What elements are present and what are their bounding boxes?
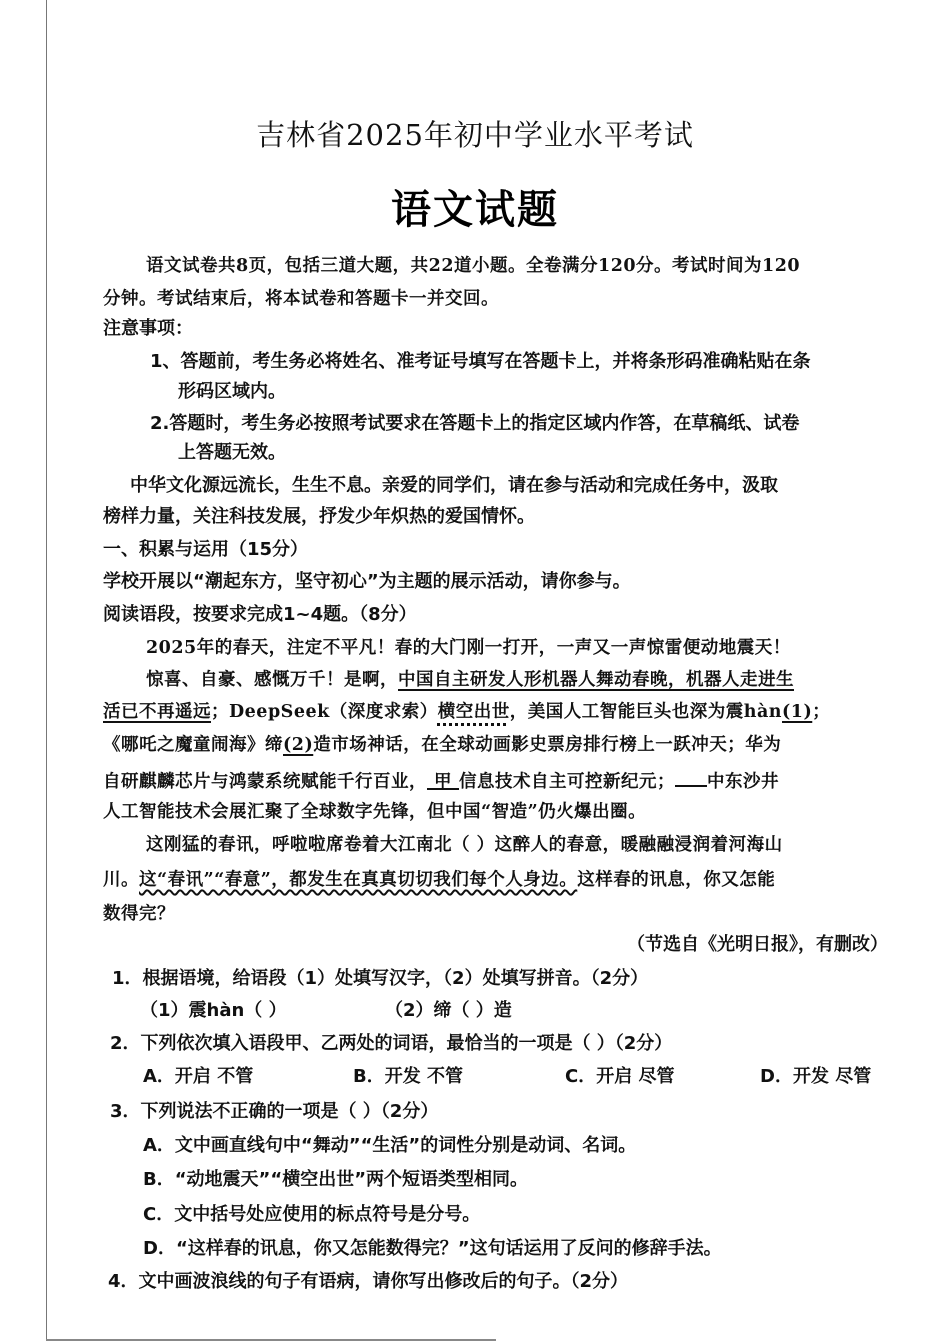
blank-yi xyxy=(675,767,707,787)
question-3-option-b: B．“动地震天”“横空出世”两个短语类型相同。 xyxy=(143,1169,529,1190)
notice-item-text: 答题前，考生务必将姓名、准考证号填写在答题卡上，并将条形码准确粘贴在条 xyxy=(180,351,811,372)
notice-item-number: 2. xyxy=(150,413,170,434)
passage-line-4 xyxy=(103,733,781,757)
question-3-stem: 3．下列说法不正确的一项是（ ）（2分） xyxy=(110,1101,439,1122)
section-intro-2: 阅读语段，按要求完成1~4题。（8分） xyxy=(103,604,417,625)
notice-item-number: 1、 xyxy=(150,351,181,372)
preface-line-1: 中华文化源远流长，生生不息。亲爱的同学们，请在参与活动和完成任务中，汲取 xyxy=(130,475,778,496)
dotted-phrase: 横空出世 xyxy=(437,702,510,722)
passage-line-7: 这刚猛的春讯，呼啦啦席卷着大江南北（ ）这醉人的春意，暖融融浸润着河海山 xyxy=(146,835,783,855)
passage-text: 川。 xyxy=(103,870,139,890)
passage-text: ； xyxy=(812,702,831,722)
passage-text: 《哪吒之魔童闹海》缔 xyxy=(103,735,283,755)
preface-line-2: 榜样力量，关注科技发展，抒发少年炽热的爱国情怀。 xyxy=(103,506,535,527)
passage-line-5 xyxy=(103,767,779,794)
straight-underlined-sentence-cont: 活已不再遥远 xyxy=(103,702,211,722)
passage-line-1: 2025年的春天，注定不平凡！春的大门刚一打开，一声又一声惊雷便动地震天！ xyxy=(146,638,791,658)
passage-text: ，美国人工智能巨头也深为震hàn xyxy=(509,702,783,722)
section-heading: 一、积累与运用（15分） xyxy=(103,539,309,560)
question-1-part-2: （2）缔（ ）造 xyxy=(385,1000,512,1021)
notice-item-1 xyxy=(150,350,811,374)
exam-title: 吉林省2025年初中学业水平考试 xyxy=(256,118,694,152)
question-2-option-d: D．开发 尽管 xyxy=(760,1066,872,1087)
notice-item-2-cont: 上答题无效。 xyxy=(178,442,286,463)
passage-text: 信息技术自主可控新纪元； xyxy=(459,772,675,792)
subject-title: 语文试题 xyxy=(391,186,559,233)
question-3-option-a: A．文中画直线句中“舞动”“生活”的词性分别是动词、名词。 xyxy=(143,1135,637,1156)
intro-line-1: 语文试卷共8页，包括三道大题，共22道小题。全卷满分120分。考试时间为120 xyxy=(146,256,801,276)
question-2-option-a: A．开启 不管 xyxy=(143,1066,254,1087)
question-3-option-c: C．文中括号处应使用的标点符号是分号。 xyxy=(143,1204,481,1225)
passage-line-8 xyxy=(103,868,775,892)
question-4-stem: 4．文中画波浪线的句子有语病，请你写出修改后的句子。（2分） xyxy=(108,1271,629,1292)
straight-underlined-sentence: 中国自主研发人形机器人舞动春晚，机器人走进生 xyxy=(398,670,794,690)
blank-2: (2) xyxy=(283,735,314,755)
notice-item-text: 答题时，考生务必按照考试要求在答题卡上的指定区域内作答，在草稿纸、试卷 xyxy=(169,413,800,434)
passage-text: 惊喜、自豪、感慨万千！是啊， xyxy=(146,670,398,690)
question-2-stem: 2．下列依次填入语段甲、乙两处的词语，最恰当的一项是（ ）（2分） xyxy=(110,1033,673,1054)
question-1-part-1: （1）震hàn（ ） xyxy=(140,1000,287,1021)
passage-line-9: 数得完？ xyxy=(103,904,175,924)
wavy-underlined-sentence: 这“春讯”“春意”，都发生在真真切切我们每个人身边。 xyxy=(139,870,578,890)
passage-text: 中东沙井 xyxy=(707,772,779,792)
page-bottom-border xyxy=(46,1339,496,1341)
blank-jia: 甲 xyxy=(427,770,459,790)
passage-line-2 xyxy=(146,668,794,692)
question-1-stem: 1．根据语境，给语段（1）处填写汉字，（2）处填写拼音。（2分） xyxy=(112,968,649,989)
question-2-option-b: B．开发 不管 xyxy=(353,1066,463,1087)
question-3-option-d: D．“这样春的讯息，你又怎能数得完？”这句话运用了反问的修辞手法。 xyxy=(143,1238,722,1259)
passage-text: 自研麒麟芯片与鸿蒙系统赋能千行百业， xyxy=(103,772,427,792)
passage-line-6: 人工智能技术会展汇聚了全球数字先锋，但中国“智造”仍火爆出圈。 xyxy=(103,802,647,822)
notice-item-2 xyxy=(150,412,799,436)
passage-line-3 xyxy=(103,700,830,724)
passage-source: （节选自《光明日报》，有删改） xyxy=(627,934,888,955)
blank-1: (1) xyxy=(782,702,813,722)
intro-line-2: 分钟。考试结束后，将本试卷和答题卡一并交回。 xyxy=(103,289,499,309)
notice-item-1-cont: 形码区域内。 xyxy=(178,381,286,402)
question-2-option-c: C．开启 尽管 xyxy=(565,1066,675,1087)
notice-heading: 注意事项： xyxy=(103,318,193,339)
passage-text: ；DeepSeek（深度求索） xyxy=(211,702,438,722)
section-intro-1: 学校开展以“潮起东方，坚守初心”为主题的展示活动，请你参与。 xyxy=(103,571,631,592)
passage-text: 这样春的讯息，你又怎能 xyxy=(577,870,776,890)
passage-text: 造市场神话，在全球动画影史票房排行榜上一跃冲天；华为 xyxy=(313,735,782,755)
